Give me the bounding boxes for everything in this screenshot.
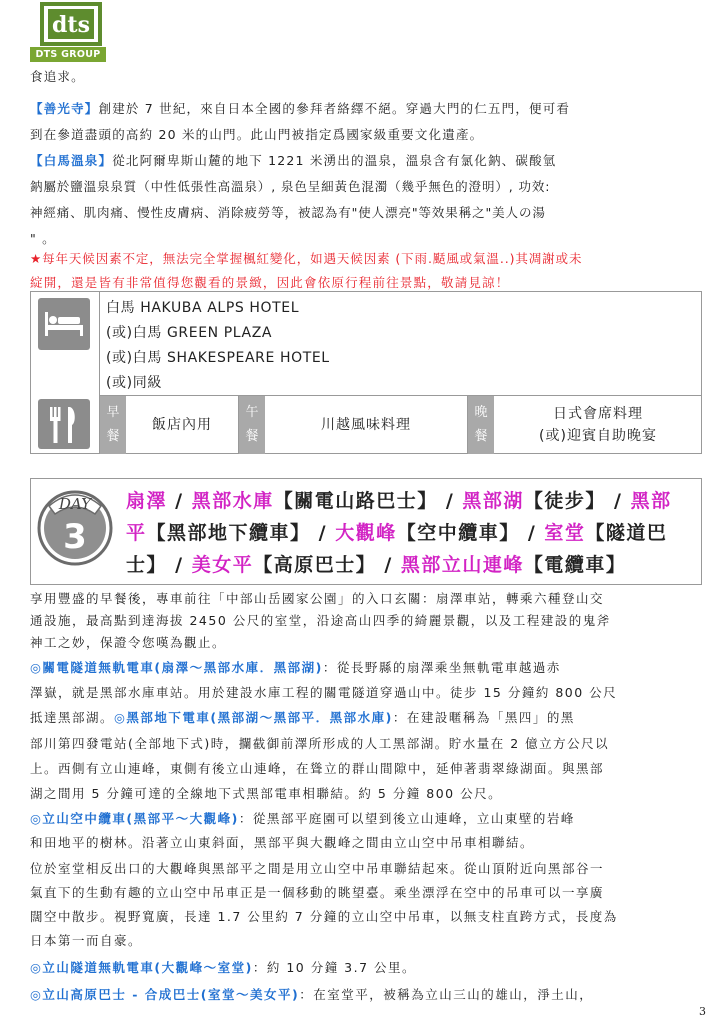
b3-text-1: ：從黑部平庭園可以望到後立山連峰，立山東壁的岩峰 (238, 811, 575, 826)
notice-line-2: 綻開，還是皆有非常值得您觀看的景緻，因此會依原行程前往景點，敬請見諒！ (30, 275, 510, 290)
dts-mark-icon (40, 2, 102, 46)
dts-logo (30, 2, 106, 62)
breakfast-tag (100, 396, 126, 454)
page-number: 3 (699, 1005, 706, 1018)
b5-heading: ◎立山高原巴士 - 合成巴士(室堂～美女平) (30, 987, 300, 1002)
onsen-heading: 【白馬溫泉】 (30, 153, 113, 168)
p4-line1: 位於室堂相反出口的大觀峰與黑部平之間是用立山空中吊車聯結起來。從山頂附近向黑部谷一 (30, 861, 605, 876)
b4-heading: ◎立山隧道無軌電車(大觀峰～室堂) (30, 960, 253, 975)
meal-row (99, 396, 702, 454)
b1-line1 (30, 657, 704, 679)
b2-line3: 上。西側有立山連峰，東側有後立山連峰，在聳立的群山間隙中，延伸著翡翠綠湖面。與黑部 (30, 761, 605, 776)
b1-line3 (30, 707, 704, 729)
day-transport-5b: 士】 (126, 554, 168, 576)
day-number: 3 (63, 517, 87, 557)
logo-brand: DTS GROUP (30, 47, 106, 62)
b4-line1 (30, 957, 704, 979)
zenkoji-text-1: 創建於 7 世紀，來自日本全國的參拜者絡繹不絕。穿過大門的仁五門，便可看 (98, 101, 571, 116)
hotel-list (99, 292, 702, 396)
logo-mark (40, 2, 102, 46)
b1-line2: 澤嶽，就是黑部水庫車站。用於建設水庫工程的關電隧道穿過山中。徒步 15 分鐘約 800 公尺 (30, 685, 618, 700)
day-stop-4b: 平 (126, 522, 147, 544)
b2-line2: 部川第四發電站(全部地下式)時，攔截御前澤所形成的人工黑部湖。貯水量在 2 億立方公尺以 (30, 736, 610, 751)
b4-text-1: ：約 10 分鐘 3.7 公里。 (252, 960, 417, 975)
day-stop-7: 美女平 (191, 554, 254, 576)
hotel-option-3: (或)白馬 SHAKESPEARE HOTEL (106, 350, 330, 366)
b1-heading: ◎關電隧道無軌電車(扇澤～黑部水庫．黑部湖) (30, 660, 323, 675)
breakfast-value: 飯店內用 (152, 417, 212, 433)
intro-line-0: 食追求。 (30, 69, 85, 84)
body-p1-line1: 享用豐盛的早餐後，專車前往「中部山岳國家公園」的入口玄關：扇澤車站，轉乘六種登山交 (30, 591, 605, 606)
day-header (30, 478, 702, 585)
dinner-value (494, 396, 702, 454)
sep: / (437, 490, 463, 512)
b5-line1 (30, 984, 704, 1006)
hotel-option-1: 白馬 HAKUBA ALPS HOTEL (106, 300, 300, 316)
hotel-option-2: (或)白馬 GREEN PLAZA (106, 325, 273, 341)
breakfast-tag-1: 早 (106, 405, 120, 420)
day-stop-4a: 黑部 (630, 490, 672, 512)
day-transport-7: 【電纜車】 (523, 554, 627, 576)
notice-line-1: ★每年天候因素不定，無法完全掌握楓紅變化，如遇天候因素 (下雨.颳風或氣溫..)其凋謝或未 (30, 251, 583, 266)
p4-line2: 氣直下的生動有趣的立山空中吊車正是一個移動的眺望臺。乘坐漂浮在空中的吊車可以一享廣 (30, 885, 605, 900)
day-title (126, 485, 701, 581)
lunch-tag (239, 396, 265, 454)
lunch-tag-1: 午 (245, 405, 259, 420)
sep: / (605, 490, 631, 512)
day-stop-3: 黑部湖 (462, 490, 524, 512)
day-stop-1: 扇澤 (126, 490, 168, 512)
day-badge (35, 484, 115, 568)
zenkoji-heading: 【善光寺】 (30, 101, 99, 116)
body-p1-line2: 通設施，最高點到達海拔 2450 公尺的室堂，沿途高山四季的綺麗景觀，以及工程建設的鬼斧 (30, 613, 611, 628)
day-transport-1: 【關電山路巴士】 (273, 490, 438, 512)
b3-line2: 和田地平的樹林。沿著立山東斜面，黑部平與大觀峰之間由立山空中吊車相聯結。 (30, 835, 535, 850)
day-transport-5a: 【隧道巴 (585, 522, 668, 544)
b3-heading: ◎立山空中纜車(黑部平～大觀峰) (30, 811, 239, 826)
sep: / (376, 554, 401, 576)
sep: / (519, 522, 545, 544)
onsen-text-2: 鈉屬於鹽溫泉泉質（中性低張性高溫泉）, 泉色呈細黃色混濁（幾乎無色的澄明）, 功效: (30, 179, 551, 194)
hotel-option-4: (或)同級 (106, 375, 162, 391)
day-transport-4: 【空中纜車】 (396, 522, 520, 544)
bed-icon (38, 298, 90, 350)
day-stop-5: 大觀峰 (335, 522, 397, 544)
body-p1-line3: 神工之妙，保證令您嘆為觀止。 (30, 635, 227, 650)
b3-line1 (30, 808, 704, 830)
day-stop-8: 黑部立山連峰 (400, 554, 524, 576)
day-transport-3: 【黑部地下纜車】 (146, 522, 311, 544)
b1-text-3: 抵達黑部湖。 (30, 710, 115, 725)
dinner-tag-2: 餐 (474, 429, 488, 444)
logo-mark-text: dts (52, 12, 90, 38)
fork-knife-icon (38, 399, 90, 449)
day-transport-6: 【高原巴士】 (253, 554, 377, 576)
breakfast-tag-2: 餐 (106, 429, 120, 444)
day-transport-2: 【徒步】 (523, 490, 606, 512)
day-stop-6: 室堂 (544, 522, 586, 544)
dinner-tag (468, 396, 494, 454)
b2-line4: 湖之間用 5 分鐘可達的全線地下式黑部電車相聯結。約 5 分鐘 800 公尺。 (30, 786, 503, 801)
p4-line4: 日本第一而自豪。 (30, 933, 143, 948)
dinner-tag-1: 晚 (474, 405, 488, 420)
day-label: DAY (58, 495, 92, 513)
b2-text-1: ：在建設暱稱為「黑四」的黑 (392, 710, 575, 725)
onsen-text-1: 從北阿爾卑斯山麓的地下 1221 米湧出的溫泉，溫泉含有氯化鈉、碳酸氫 (112, 153, 557, 168)
sep: / (310, 522, 336, 544)
hotel-meal-table (30, 291, 702, 454)
dinner-option-2: (或)迎賓自助晚宴 (539, 428, 657, 444)
zenkoji-para-line1 (30, 98, 702, 120)
onsen-para-line1 (30, 150, 702, 172)
lunch-tag-2: 餐 (245, 429, 259, 444)
zenkoji-text-2: 到在參道盡頭的高約 20 米的山門。此山門被指定爲國家級重要文化遺產。 (30, 127, 484, 142)
b2-heading: ◎黑部地下電車(黑部湖～黑部平．黑部水庫) (114, 710, 393, 725)
sep: / (167, 554, 192, 576)
b1-text-1: ：從長野縣的扇澤乘坐無軌電車越過赤 (322, 660, 561, 675)
p4-line3: 闊空中散步。視野寬廣，長達 1.7 公里約 7 分鐘的立山空中吊車，以無支柱直跨方式，長度為 (30, 909, 618, 924)
day-stop-2: 黑部水庫 (191, 490, 274, 512)
dinner-option-1: 日式會席料理 (553, 406, 643, 422)
lunch-value: 川越風味料理 (321, 417, 411, 433)
b5-text-1: ：在室堂平，被稱為立山三山的雄山，淨土山， (299, 987, 594, 1002)
onsen-text-3: 神經痛、肌肉痛、慢性皮膚病、消除疲勞等，被認為有"使人漂亮"等效果稱之"美人の湯 (30, 205, 546, 220)
onsen-text-4: " 。 (30, 231, 56, 246)
sep: / (167, 490, 192, 512)
